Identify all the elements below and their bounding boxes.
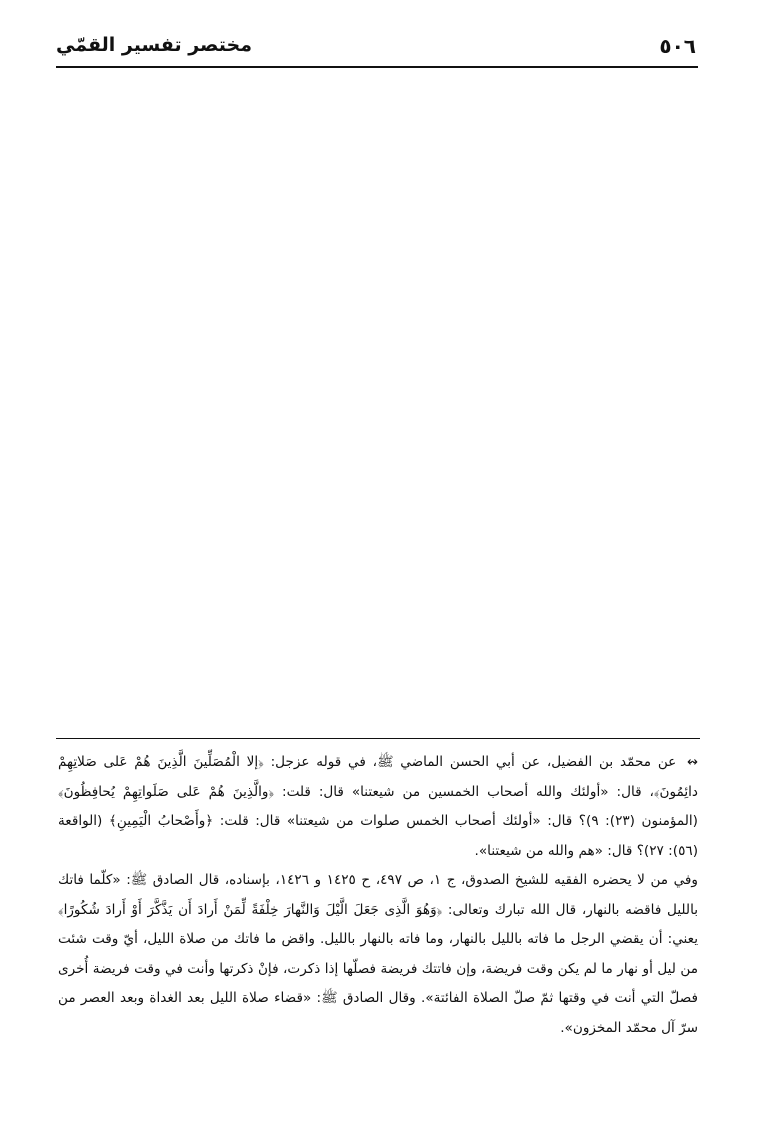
running-title: مختصر تفسير القمّي <box>56 34 252 56</box>
footnote-text: وفي من لا يحضره الفقيه للشيخ الصدوق، ج ١، ص ٤٩٧، ح ١٤٢٥ و ١٤٢٦، بإسناده، قال الصادق ﷺ: «كلّما فاتك بالليل فاقضه بالنهار، قال الله تبارك وتعالى: ﴿وَهُوَ الَّذِى جَعَلَ الَّيْلَ وَالنَّهارَ خِلْفَةً لِّمَنْ أَرادَ أَن يَذَّكَّرَ أَوْ أَرادَ شُكُورًا﴾ يعني: أن يقضي الرجل ما فاته بالليل بالنهار، وما فاته بالنهار بالليل. واقض ما فاتك من صلاة الليل، أيّ وقت شئت من ليل أو نهار ما لم يكن وقت فريضة، وإن فاتتك فريضة فصلّها إذا ذكرت، فإنْ ذكرتها وأنت في وقت فريضة أُخرى فصلّ التي أنت في وقتها ثمّ صلّ الصلاة الفائتة». وقال الصادق ﷺ: «قضاء صلاة الليل بعد الغداة وبعد العصر من سرّ آل محمّد المخزون». <box>58 872 698 1036</box>
footnote-separator <box>56 738 700 739</box>
footnotes <box>58 748 698 1043</box>
footnote-marker: ↭ <box>687 755 698 770</box>
page-number: ٥٠٦ <box>659 34 696 58</box>
footnote-text: عن محمّد بن الفضيل، عن أبي الحسن الماضي ﷺ، في قوله عزجل: ﴿إلا الْمُصَلِّينَ الَّذِينَ هُمْ عَلى صَلاتِهِمْ دائِمُونَ﴾، قال: «أولئك والله أصحاب الخمسين من شيعتنا» قال: قلت: ﴿والَّذِينَ هُمْ عَلى صَلَواتِهِمْ يُحافِظُونَ﴾ (المؤمنون (٢٣): ٩)؟ قال: «أولئك أصحاب الخمس صلوات من شيعتنا» قال: قلت: ﴿وأَصْحابُ الْيَمِينِ﴾ (الواقعة (٥٦): ٢٧)؟ قال: «هم والله من شيعتنا». <box>58 754 698 859</box>
footnote-paragraph <box>58 748 698 866</box>
header-rule <box>56 66 698 68</box>
page-header <box>56 30 696 64</box>
page-body-blank <box>56 70 698 730</box>
footnote-paragraph <box>58 866 698 1043</box>
